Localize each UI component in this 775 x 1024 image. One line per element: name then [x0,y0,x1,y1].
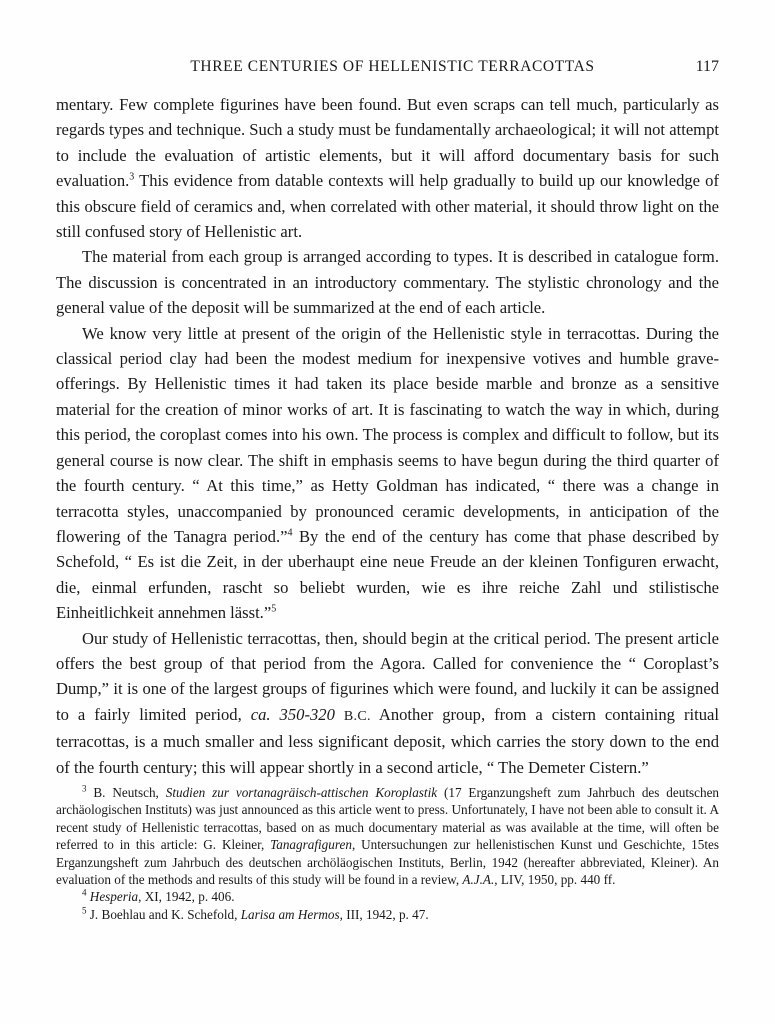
footnote-ref-5[interactable]: 5 [271,603,277,615]
body-text [56,92,719,780]
footnote-4-part: , XI, 1942, p. 406. [138,889,235,905]
paragraph-4-text-b: Another group, from a cistern containing ritual terracottas, is a much smaller and less significant deposit, which carries the story down to the end of the fourth century; this will appear shortly in a second article, “ The Demeter Cistern.” [56,704,719,777]
paragraph-1-text-a: mentary. Few complete figurines have been found. But even scraps can tell much, particularly as regards types and technique. Such a study must be fundamentally archaeological; it will not attempt to include the evaluation of artistic elements, but it will afford documentary basis for such evaluation. [56,95,719,191]
paragraph-4-text-a: Our study of Hellenistic terracottas, then, should begin at the critical period. The present article offers the best group of that period from the Agora. Called for convenience the “ Coroplast’s Dump,” it is one of the largest groups of figurines which were found, and luckily it can be assigned to a fairly limited period, [56,628,719,724]
footnote-5-title: Larisa am Hermos [240,906,340,922]
footnote-3-part-3: , Untersuchungen zur hellenistischen Kunst und Geschichte, 15tes Erganzungsheft zum Jahrbuch des deutschen archöläogischen Instituts, Berlin, 1942 (hereafter abbreviated, Kleiner). An evaluation of the methods and results of this study will be found in a review, [56,837,719,888]
footnote-3-marker: 3 [82,783,87,794]
paragraph-3-text-b: By the end of the century has come that phase described by Schefold, “ Es ist die Zeit, in der uberhaupt eine neue Freude an der kleinen Tonfiguren erwacht, die, einmal erfunden, rascht so beliebt wurden, wie es ihre reiche Zahl und stilistische Einheitlichkeit annehmen lässt.” [56,526,719,623]
paragraph-4-era: B.C. [343,708,371,724]
footnote-ref-4[interactable]: 4 [287,527,293,539]
footnote-5-part-1: J. Boehlau and K. Schefold, [89,906,241,922]
paragraph-4 [56,626,719,780]
footnote-4-journal: Hesperia [89,889,139,905]
running-title: THREE CENTURIES OF HELLENISTIC TERRACOTTAS [190,58,595,75]
footnote-4 [56,888,719,905]
paragraph-4-date: ca. 350-320 [250,704,335,724]
paragraph-3-text-a: We know very little at present of the origin of the Hellenistic style in terracottas. During the classical period clay had been the modest medium for inexpensive votives and humble grave-offerings. By Hellenistic times it had taken its place beside marble and bronze as a sensitive material for the creation of minor works of art. It is fascinating to watch the way in which, during this period, the coroplast comes into his own. The process is complex and difficult to follow, but its general course is now clear. The shift in emphasis seems to have begun during the third quarter of the fourth century. “ At this time,” as Hetty Goldman has indicated, “ there was a change in terracotta styles, unaccompanied by pronounced ceramic developments, in anticipation of the flowering of the Tanagra period.” [56,323,719,546]
footnote-ref-3[interactable]: 3 [129,171,135,183]
footnote-5-marker: 5 [82,905,87,916]
footnote-5 [56,906,719,923]
paragraph-3 [56,321,719,626]
footnotes-section [56,784,719,923]
footnote-3-part-2: (17 Erganzungsheft zum Jahrbuch des deutschen archäologischen Instituts) was just announced as this article went to press. Unfortunately, I have not been able to consult it. A recent study of Hellenistic terracottas, based on as much documentary material as was available at the time, will often be referred to in this article: G. Kleiner, [56,785,720,853]
paragraph-1-text-b: This evidence from datable contexts will help gradually to build up our knowledge of this obscure field of ceramics and, when correlated with other material, it should throw light on the still confused story of Hellenistic art. [56,171,719,242]
footnote-3-title-1: Studien zur vortanagräisch-attischen Koroplastik [165,785,438,800]
footnote-3-title-2: Tanagrafiguren [270,837,352,853]
footnote-3-part-4: , LIV, 1950, pp. 440 ff. [494,872,616,888]
page-number: 117 [695,58,719,75]
paragraph-1 [56,92,719,244]
footnote-4-marker: 4 [82,888,87,899]
footnote-3-part-1: B. Neutsch, [93,785,166,800]
paragraph-2: The material from each group is arranged according to types. It is described in catalogue form. The discussion is concentrated in an introductory commentary. The stylistic chronology and the general value of the deposit will be summarized at the end of each article. [56,247,719,318]
footnote-3-journal: A.J.A. [462,872,495,888]
footnote-3 [56,784,719,888]
page-header [56,58,719,76]
footnote-5-part-2: , III, 1942, p. 47. [339,906,429,922]
